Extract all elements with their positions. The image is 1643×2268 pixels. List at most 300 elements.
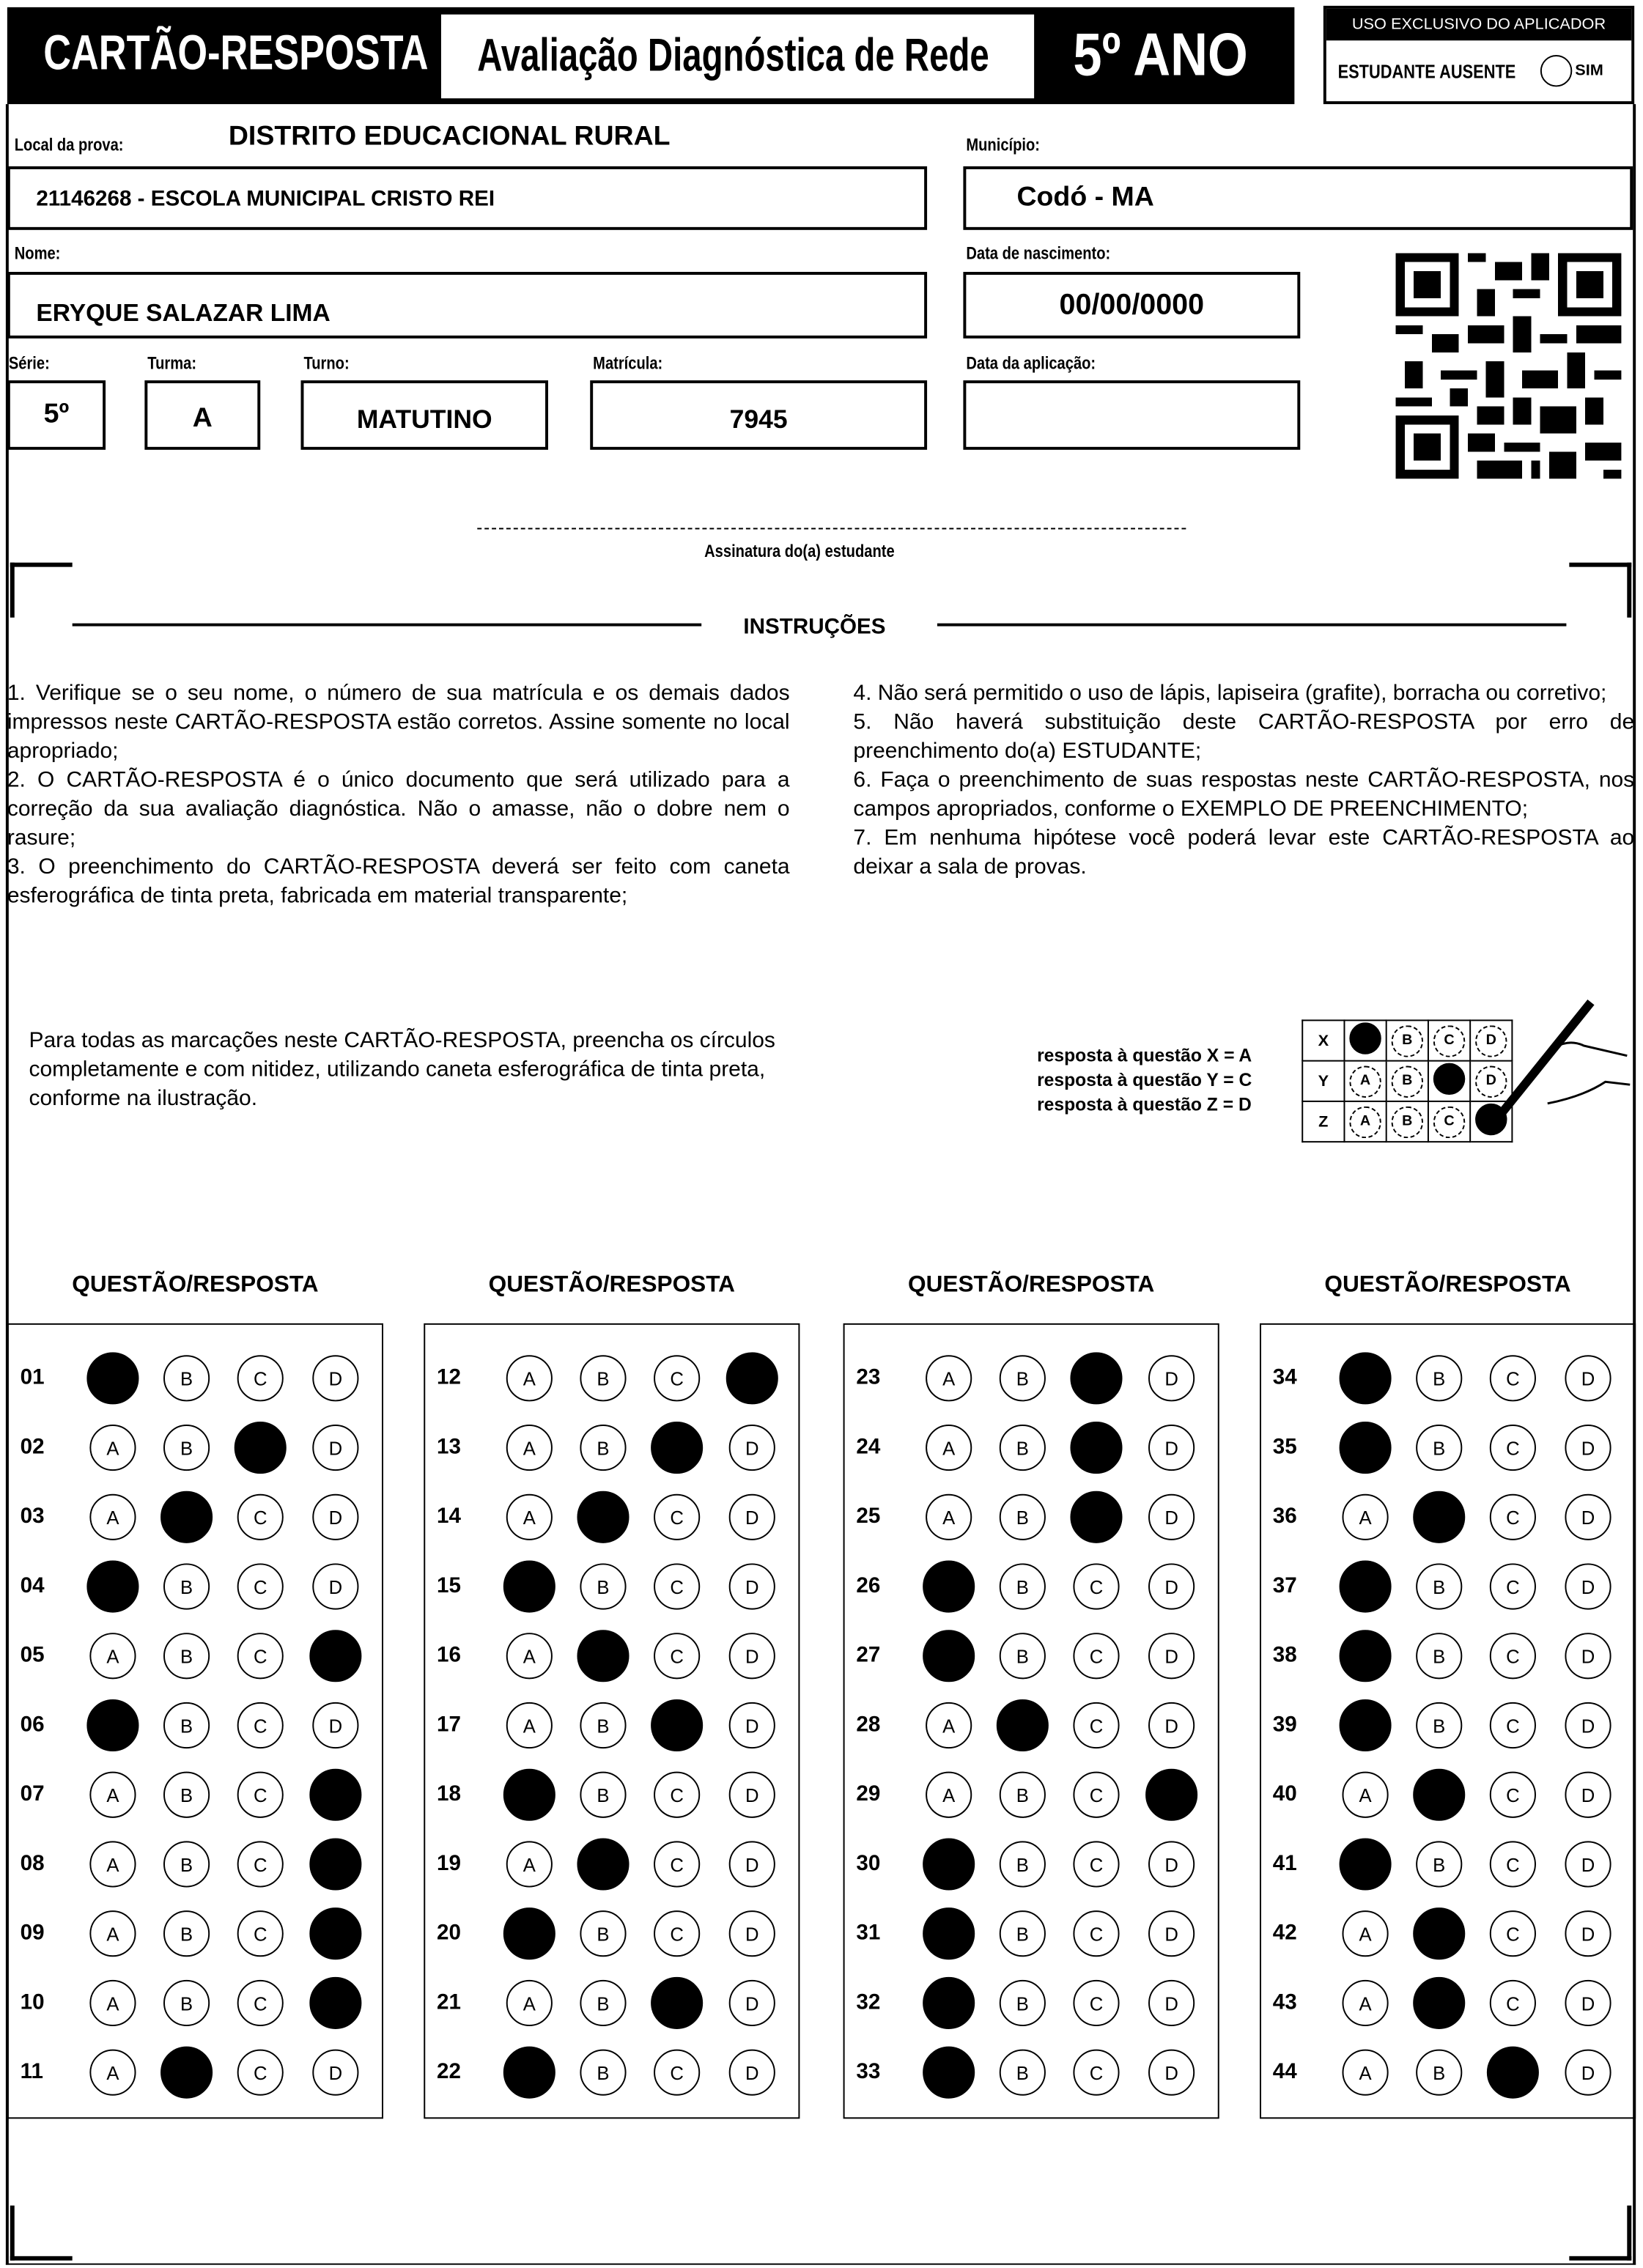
instructions-rule-left xyxy=(73,624,702,627)
example-bubble: C xyxy=(1433,1106,1465,1137)
answer-bubble-filled[interactable]: A xyxy=(1340,1561,1392,1613)
answer-bubble[interactable]: B xyxy=(580,1910,626,1957)
answer-bubble[interactable]: C xyxy=(1490,1910,1536,1957)
answer-bubble-filled[interactable]: A xyxy=(1340,1422,1392,1474)
answer-column xyxy=(7,1323,383,2119)
absent-checkbox[interactable] xyxy=(1540,55,1572,86)
instruction-item: 3. O preenchimento do CARTÃO-RESPOSTA deverá ser feito com caneta esferográfica de tinta preta, fabricada em material transparente; xyxy=(7,854,790,909)
answer-bubble[interactable]: D xyxy=(729,1494,775,1540)
instruction-item: 5. Não haverá substituição deste CARTÃO-RESPOSTA por erro de preenchimento do(a) ESTUDANTE; xyxy=(853,710,1635,764)
qr-code xyxy=(1396,253,1622,479)
answer-bubble-filled[interactable]: A xyxy=(1340,1630,1392,1682)
question-number: 44 xyxy=(1272,2059,1297,2084)
example-row xyxy=(1302,1061,1512,1101)
grade-title: 5º ANO xyxy=(1073,20,1248,89)
answer-bubble[interactable]: D xyxy=(1565,1563,1611,1609)
example-question-label: Y xyxy=(1302,1061,1344,1101)
answer-bubble[interactable]: D xyxy=(729,1772,775,1818)
answer-bubble-filled[interactable]: A xyxy=(923,2047,975,2099)
answer-bubble[interactable]: C xyxy=(654,1355,700,1401)
question-number: 36 xyxy=(1272,1504,1297,1529)
answer-bubble-filled[interactable]: A xyxy=(923,1630,975,1682)
answer-bubble[interactable]: A xyxy=(89,1494,136,1540)
answer-bubble[interactable]: B xyxy=(163,1910,210,1957)
answer-bubble-filled[interactable]: C xyxy=(1487,2047,1539,2099)
corner-bottom-left xyxy=(10,2206,73,2261)
answer-bubble[interactable]: D xyxy=(1148,1841,1195,1887)
question-number: 16 xyxy=(437,1643,461,1668)
example-line: resposta à questão Z = D xyxy=(1037,1095,1252,1115)
example-row xyxy=(1302,1020,1512,1060)
answer-bubble[interactable]: B xyxy=(580,1563,626,1609)
question-number: 25 xyxy=(856,1504,881,1529)
answer-bubble[interactable]: B xyxy=(1416,1425,1462,1471)
answer-bubble[interactable]: B xyxy=(580,1980,626,2026)
answer-bubble-filled[interactable]: A xyxy=(1340,1352,1392,1404)
answer-bubble[interactable]: C xyxy=(1073,1841,1119,1887)
answer-bubble-filled[interactable]: C xyxy=(651,1699,703,1751)
answer-bubble[interactable]: D xyxy=(1565,1425,1611,1471)
pen-hand-illustration xyxy=(1483,995,1642,1139)
answer-bubble[interactable]: D xyxy=(1148,1355,1195,1401)
answer-bubble[interactable]: D xyxy=(1565,1910,1611,1957)
answer-bubble-filled[interactable]: A xyxy=(1340,1838,1392,1890)
answer-bubble[interactable]: D xyxy=(312,1702,358,1748)
answer-bubble[interactable]: C xyxy=(237,1702,284,1748)
answer-bubble-filled[interactable]: B xyxy=(1413,1769,1465,1821)
answer-bubble[interactable]: C xyxy=(237,1980,284,2026)
answer-bubble[interactable]: D xyxy=(1148,1702,1195,1748)
nome-field xyxy=(7,272,927,339)
answer-bubble[interactable]: B xyxy=(163,1772,210,1818)
answer-bubble-filled[interactable]: D xyxy=(309,1769,361,1821)
example-cell xyxy=(1344,1020,1386,1060)
matricula-field xyxy=(590,380,927,450)
answer-bubble[interactable]: D xyxy=(1148,1910,1195,1957)
answer-bubble[interactable]: B xyxy=(1000,1425,1046,1471)
question-number: 26 xyxy=(856,1573,881,1598)
question-number: 38 xyxy=(1272,1643,1297,1668)
answer-bubble-filled[interactable]: A xyxy=(923,1838,975,1890)
answer-bubble-filled[interactable]: B xyxy=(577,1838,629,1890)
answer-bubble[interactable]: B xyxy=(1416,2050,1462,2096)
answer-bubble[interactable]: D xyxy=(1148,1633,1195,1679)
answer-bubble[interactable]: A xyxy=(89,1841,136,1887)
answer-bubble-filled[interactable]: A xyxy=(923,1977,975,2029)
matricula-label: Matrícula: xyxy=(593,352,663,374)
answer-bubble-filled[interactable]: C xyxy=(651,1977,703,2029)
answer-column xyxy=(1260,1323,1636,2119)
answer-bubble[interactable]: B xyxy=(1000,1772,1046,1818)
question-number: 32 xyxy=(856,1990,881,2015)
answer-bubble[interactable]: A xyxy=(89,1425,136,1471)
answer-bubble[interactable]: C xyxy=(1490,1980,1536,2026)
answer-bubble[interactable]: C xyxy=(654,1841,700,1887)
answer-bubble[interactable]: C xyxy=(654,1563,700,1609)
answer-bubble[interactable]: C xyxy=(654,1494,700,1540)
local-label: Local da prova: xyxy=(14,134,124,155)
turma-label: Turma: xyxy=(147,352,197,374)
answer-bubble[interactable]: C xyxy=(1073,1772,1119,1818)
answer-column xyxy=(424,1323,800,2119)
answer-bubble[interactable]: C xyxy=(237,1841,284,1887)
instruction-item: 4. Não será permitido o uso de lápis, lapiseira (grafite), borracha ou corretivo; xyxy=(853,681,1607,706)
instructions-title: INSTRUÇÕES xyxy=(743,614,886,640)
instruction-item: 2. O CARTÃO-RESPOSTA é o único documento que será utilizado para a correção da sua avaliação diagnóstica. Não o amasse, não o dobre nem o rasure; xyxy=(7,767,790,851)
answer-bubble[interactable]: B xyxy=(163,1980,210,2026)
answer-bubble-filled[interactable]: A xyxy=(503,1561,555,1613)
answer-bubble[interactable]: A xyxy=(89,2050,136,2096)
answer-bubble[interactable]: A xyxy=(506,1355,553,1401)
answer-bubble[interactable]: B xyxy=(580,1355,626,1401)
question-number: 21 xyxy=(437,1990,461,2015)
serie-field xyxy=(7,380,106,450)
answer-bubble[interactable]: A xyxy=(1343,1772,1389,1818)
answer-bubble[interactable]: D xyxy=(1565,1702,1611,1748)
answer-bubble-filled[interactable]: B xyxy=(160,2047,213,2099)
corner-bottom-right xyxy=(1569,2206,1631,2261)
answer-bubble[interactable]: C xyxy=(237,1355,284,1401)
answer-bubble-filled[interactable]: B xyxy=(997,1699,1049,1751)
answer-bubble-filled[interactable]: D xyxy=(1145,1769,1197,1821)
answer-bubble[interactable]: A xyxy=(89,1772,136,1818)
answer-bubble[interactable]: B xyxy=(1000,1355,1046,1401)
nome-value: ERYQUE SALAZAR LIMA xyxy=(36,299,331,328)
answer-bubble[interactable]: B xyxy=(1000,2050,1046,2096)
answer-bubble[interactable]: A xyxy=(506,1841,553,1887)
answer-bubble[interactable]: D xyxy=(1565,1772,1611,1818)
example-cell xyxy=(1387,1101,1428,1142)
answer-bubble[interactable]: B xyxy=(1000,1841,1046,1887)
answer-bubble[interactable]: B xyxy=(580,1702,626,1748)
question-number: 01 xyxy=(20,1365,45,1390)
answer-bubble[interactable]: C xyxy=(1490,1841,1536,1887)
answer-bubble[interactable]: A xyxy=(926,1772,972,1818)
answer-bubble-filled[interactable]: A xyxy=(86,1699,139,1751)
answer-bubble[interactable]: B xyxy=(163,1702,210,1748)
question-number: 13 xyxy=(437,1434,461,1460)
answer-bubble[interactable]: A xyxy=(1343,1494,1389,1540)
example-legend xyxy=(1037,1044,1252,1118)
question-number: 06 xyxy=(20,1712,45,1737)
example-bubble: B xyxy=(1392,1106,1423,1137)
nascimento-label: Data de nascimento: xyxy=(966,243,1111,264)
question-number: 07 xyxy=(20,1781,45,1807)
answer-bubble[interactable]: A xyxy=(926,1494,972,1540)
question-number: 29 xyxy=(856,1781,881,1807)
answer-bubble-filled[interactable]: A xyxy=(923,1907,975,1959)
answer-bubble[interactable]: D xyxy=(312,2050,358,2096)
question-number: 34 xyxy=(1272,1365,1297,1390)
answer-bubble-filled[interactable]: A xyxy=(503,1769,555,1821)
turno-field xyxy=(301,380,548,450)
question-number: 35 xyxy=(1272,1434,1297,1460)
answer-bubble[interactable]: D xyxy=(1148,1980,1195,2026)
answer-bubble[interactable]: C xyxy=(237,1633,284,1679)
answer-bubble[interactable]: C xyxy=(1490,1772,1536,1818)
answer-bubble[interactable]: B xyxy=(1000,1494,1046,1540)
answer-bubble-filled[interactable]: B xyxy=(577,1630,629,1682)
answer-bubble[interactable]: D xyxy=(1148,1494,1195,1540)
example-line: resposta à questão X = A xyxy=(1037,1045,1252,1066)
answer-bubble[interactable]: C xyxy=(654,2050,700,2096)
answer-bubble[interactable]: D xyxy=(1148,1563,1195,1609)
answer-bubble[interactable]: A xyxy=(1343,2050,1389,2096)
answer-bubble[interactable]: A xyxy=(506,1425,553,1471)
answer-bubble[interactable]: C xyxy=(1490,1425,1536,1471)
answer-bubble[interactable]: C xyxy=(1490,1633,1536,1679)
answer-bubble-filled[interactable]: A xyxy=(503,2047,555,2099)
example-question-label: Z xyxy=(1302,1101,1344,1142)
question-number: 08 xyxy=(20,1851,45,1876)
question-number: 28 xyxy=(856,1712,881,1737)
serie-label: Série: xyxy=(8,352,50,374)
answer-bubble[interactable]: D xyxy=(1148,2050,1195,2096)
answer-bubble[interactable]: A xyxy=(506,1494,553,1540)
question-number: 33 xyxy=(856,2059,881,2084)
answer-bubble[interactable]: B xyxy=(580,1425,626,1471)
answer-bubble[interactable]: C xyxy=(1490,1702,1536,1748)
example-text: Para todas as marcações neste CARTÃO-RESPOSTA, preencha os círculos completamente e com nitidez, utilizando caneta esferográfica de tinta preta, conforme na ilustração. xyxy=(29,1028,775,1111)
answer-bubble[interactable]: B xyxy=(580,1772,626,1818)
example-bubble xyxy=(1349,1022,1381,1054)
answer-bubble[interactable]: B xyxy=(163,1425,210,1471)
answer-bubble[interactable]: C xyxy=(1073,2050,1119,2096)
answer-bubble-filled[interactable]: A xyxy=(1340,1699,1392,1751)
answer-bubble[interactable]: C xyxy=(237,1910,284,1957)
answer-bubble-filled[interactable]: C xyxy=(651,1422,703,1474)
turma-field xyxy=(144,380,260,450)
question-number: 15 xyxy=(437,1573,461,1598)
question-number: 09 xyxy=(20,1920,45,1946)
answer-bubble-filled[interactable]: D xyxy=(309,1977,361,2029)
answer-bubble[interactable]: A xyxy=(926,1702,972,1748)
aplicacao-label: Data da aplicação: xyxy=(966,352,1096,374)
example-bubble: D xyxy=(1475,1024,1507,1056)
answer-bubble-filled[interactable]: C xyxy=(1070,1352,1122,1404)
example-bubble xyxy=(1433,1063,1465,1095)
answer-bubble[interactable]: D xyxy=(312,1494,358,1540)
answer-bubble[interactable]: D xyxy=(729,1980,775,2026)
answer-bubble[interactable]: C xyxy=(1073,1910,1119,1957)
answer-bubble[interactable]: B xyxy=(1000,1633,1046,1679)
local-field xyxy=(7,166,927,230)
answer-bubble[interactable]: D xyxy=(1565,1633,1611,1679)
answer-bubble[interactable]: D xyxy=(729,1841,775,1887)
example-row xyxy=(1302,1101,1512,1142)
answer-bubble[interactable]: D xyxy=(729,2050,775,2096)
answer-bubble[interactable]: C xyxy=(1490,1563,1536,1609)
question-number: 43 xyxy=(1272,1990,1297,2015)
answer-bubble[interactable]: D xyxy=(312,1425,358,1471)
corner-top-right xyxy=(1569,563,1631,618)
question-number: 19 xyxy=(437,1851,461,1876)
example-cell xyxy=(1387,1020,1428,1060)
answer-bubble[interactable]: A xyxy=(926,1425,972,1471)
answer-bubble[interactable]: D xyxy=(1148,1425,1195,1471)
answer-bubble[interactable]: D xyxy=(729,1702,775,1748)
answer-bubble[interactable]: B xyxy=(163,1633,210,1679)
question-number: 04 xyxy=(20,1573,45,1598)
answer-bubble-filled[interactable]: C xyxy=(1070,1422,1122,1474)
answer-bubble[interactable]: D xyxy=(729,1425,775,1471)
answer-bubble[interactable]: D xyxy=(1565,1841,1611,1887)
matricula-value: 7945 xyxy=(729,404,788,434)
answer-bubble[interactable]: A xyxy=(89,1633,136,1679)
answer-bubble[interactable]: C xyxy=(654,1910,700,1957)
question-number: 31 xyxy=(856,1920,881,1946)
question-number: 12 xyxy=(437,1365,461,1390)
answer-bubble-filled[interactable]: B xyxy=(160,1491,213,1543)
answer-bubble[interactable]: B xyxy=(1416,1563,1462,1609)
signature-line[interactable] xyxy=(477,528,1186,529)
answer-bubble-filled[interactable]: B xyxy=(577,1491,629,1543)
question-number: 18 xyxy=(437,1781,461,1807)
example-cell xyxy=(1428,1020,1470,1060)
municipio-label: Município: xyxy=(966,134,1041,155)
question-number: 05 xyxy=(20,1643,45,1668)
answer-bubble[interactable]: D xyxy=(1565,1494,1611,1540)
answer-bubble[interactable]: D xyxy=(729,1563,775,1609)
corner-top-left xyxy=(10,563,73,618)
turma-value: A xyxy=(192,403,213,435)
question-number: 22 xyxy=(437,2059,461,2084)
example-bubble: D xyxy=(1475,1065,1507,1097)
answer-bubble[interactable]: C xyxy=(1073,1702,1119,1748)
absent-option: SIM xyxy=(1575,62,1603,80)
answer-bubble[interactable]: B xyxy=(163,1841,210,1887)
column-header: QUESTÃO/RESPOSTA xyxy=(488,1272,735,1298)
answer-bubble-filled[interactable]: A xyxy=(86,1561,139,1613)
answer-bubble[interactable]: D xyxy=(729,1910,775,1957)
answer-bubble[interactable]: D xyxy=(1565,1980,1611,2026)
answer-bubble[interactable]: A xyxy=(1343,1910,1389,1957)
answer-bubble[interactable]: C xyxy=(654,1633,700,1679)
question-number: 17 xyxy=(437,1712,461,1737)
applicator-box-title: USO EXCLUSIVO DO APLICADOR xyxy=(1326,9,1631,40)
question-number: 20 xyxy=(437,1920,461,1946)
nascimento-field xyxy=(963,272,1300,339)
example-bubble: A xyxy=(1349,1065,1381,1097)
question-number: 30 xyxy=(856,1851,881,1876)
answer-bubble[interactable]: B xyxy=(580,2050,626,2096)
answer-bubble[interactable]: C xyxy=(1073,1980,1119,2026)
answer-bubble[interactable]: C xyxy=(1490,1355,1536,1401)
answer-bubble-filled[interactable]: D xyxy=(309,1838,361,1890)
answer-bubble[interactable]: A xyxy=(506,1980,553,2026)
district-name: DISTRITO EDUCACIONAL RURAL xyxy=(228,121,671,152)
question-number: 10 xyxy=(20,1990,45,2015)
answer-bubble-filled[interactable]: B xyxy=(1413,1907,1465,1959)
answer-bubble[interactable]: D xyxy=(1565,1355,1611,1401)
answer-bubble-filled[interactable]: C xyxy=(235,1422,287,1474)
answer-bubble[interactable]: C xyxy=(654,1772,700,1818)
question-number: 39 xyxy=(1272,1712,1297,1737)
answer-bubble[interactable]: B xyxy=(1000,1910,1046,1957)
municipio-field xyxy=(963,166,1633,230)
answer-bubble[interactable]: D xyxy=(312,1355,358,1401)
question-number: 14 xyxy=(437,1504,461,1529)
turno-value: MATUTINO xyxy=(356,404,492,434)
answer-bubble-filled[interactable]: D xyxy=(726,1352,778,1404)
card-title: CARTÃO-RESPOSTA xyxy=(43,26,429,81)
answer-bubble[interactable]: C xyxy=(237,1772,284,1818)
example-question-label: X xyxy=(1302,1020,1344,1060)
column-header: QUESTÃO/RESPOSTA xyxy=(72,1272,319,1298)
answer-bubble[interactable]: A xyxy=(506,1702,553,1748)
instructions-left xyxy=(7,680,790,912)
question-number: 03 xyxy=(20,1504,45,1529)
answer-bubble[interactable]: A xyxy=(89,1910,136,1957)
answer-bubble[interactable]: A xyxy=(1343,1980,1389,2026)
column-header: QUESTÃO/RESPOSTA xyxy=(1324,1272,1571,1298)
example-bubble: C xyxy=(1433,1024,1465,1056)
answer-bubble[interactable]: B xyxy=(163,1563,210,1609)
answer-bubble[interactable]: B xyxy=(1000,1563,1046,1609)
answer-bubble[interactable]: C xyxy=(237,1563,284,1609)
instruction-item: 6. Faça o preenchimento de suas respostas neste CARTÃO-RESPOSTA, nos campos apropriados, conforme o EXEMPLO DE PREENCHIMENTO; xyxy=(853,767,1635,822)
answer-bubble[interactable]: C xyxy=(237,2050,284,2096)
answer-bubble-filled[interactable]: C xyxy=(1070,1491,1122,1543)
answer-bubble[interactable]: C xyxy=(1490,1494,1536,1540)
answer-bubble[interactable]: B xyxy=(1416,1841,1462,1887)
answer-bubble-filled[interactable]: B xyxy=(1413,1491,1465,1543)
answer-bubble[interactable]: A xyxy=(926,1355,972,1401)
answer-bubble[interactable]: D xyxy=(729,1633,775,1679)
answer-bubble[interactable]: B xyxy=(1416,1702,1462,1748)
instruction-item: 7. Em nenhuma hipótese você poderá levar este CARTÃO-RESPOSTA ao deixar a sala de provas. xyxy=(853,825,1635,879)
applicator-box xyxy=(1323,6,1634,104)
instruction-item: 1. Verifique se o seu nome, o número de sua matrícula e os demais dados impressos neste CARTÃO-RESPOSTA estão corretos. Assine somente no local apropriado; xyxy=(7,681,790,764)
instructions-rule-right xyxy=(937,624,1567,627)
answer-bubble[interactable]: B xyxy=(1000,1980,1046,2026)
answer-bubble-filled[interactable]: D xyxy=(309,1907,361,1959)
evaluation-title: Avaliação Diagnóstica de Rede xyxy=(477,29,989,81)
answer-bubble[interactable]: C xyxy=(237,1494,284,1540)
answer-bubble[interactable]: D xyxy=(1565,2050,1611,2096)
nome-label: Nome: xyxy=(14,243,61,264)
answer-bubble-filled[interactable]: A xyxy=(503,1907,555,1959)
example-bubble: B xyxy=(1392,1065,1423,1097)
answer-bubble[interactable]: B xyxy=(1416,1355,1462,1401)
example-cell xyxy=(1428,1061,1470,1101)
answer-bubble[interactable]: B xyxy=(163,1355,210,1401)
answer-bubble-filled[interactable]: A xyxy=(86,1352,139,1404)
local-value: 21146268 - ESCOLA MUNICIPAL CRISTO REI xyxy=(36,185,495,211)
answer-bubble[interactable]: B xyxy=(1416,1633,1462,1679)
answer-bubble[interactable]: D xyxy=(312,1563,358,1609)
answer-bubble[interactable]: A xyxy=(506,1633,553,1679)
question-number: 24 xyxy=(856,1434,881,1460)
example-line: resposta à questão Y = C xyxy=(1037,1070,1252,1091)
example-table xyxy=(1302,1019,1513,1142)
question-number: 23 xyxy=(856,1365,881,1390)
answer-bubble[interactable]: C xyxy=(1073,1633,1119,1679)
answer-bubble[interactable]: C xyxy=(1073,1563,1119,1609)
answer-column xyxy=(843,1323,1219,2119)
serie-value: 5º xyxy=(43,399,70,430)
answer-bubble[interactable]: A xyxy=(89,1980,136,2026)
answer-bubble-filled[interactable]: B xyxy=(1413,1977,1465,2029)
column-header: QUESTÃO/RESPOSTA xyxy=(908,1272,1155,1298)
question-number: 42 xyxy=(1272,1920,1297,1946)
example-cell xyxy=(1344,1061,1386,1101)
nascimento-value: 00/00/0000 xyxy=(1059,288,1205,321)
answer-bubble-filled[interactable]: A xyxy=(923,1561,975,1613)
turno-label: Turno: xyxy=(303,352,350,374)
example-cell xyxy=(1428,1101,1470,1142)
answer-bubble-filled[interactable]: D xyxy=(309,1630,361,1682)
